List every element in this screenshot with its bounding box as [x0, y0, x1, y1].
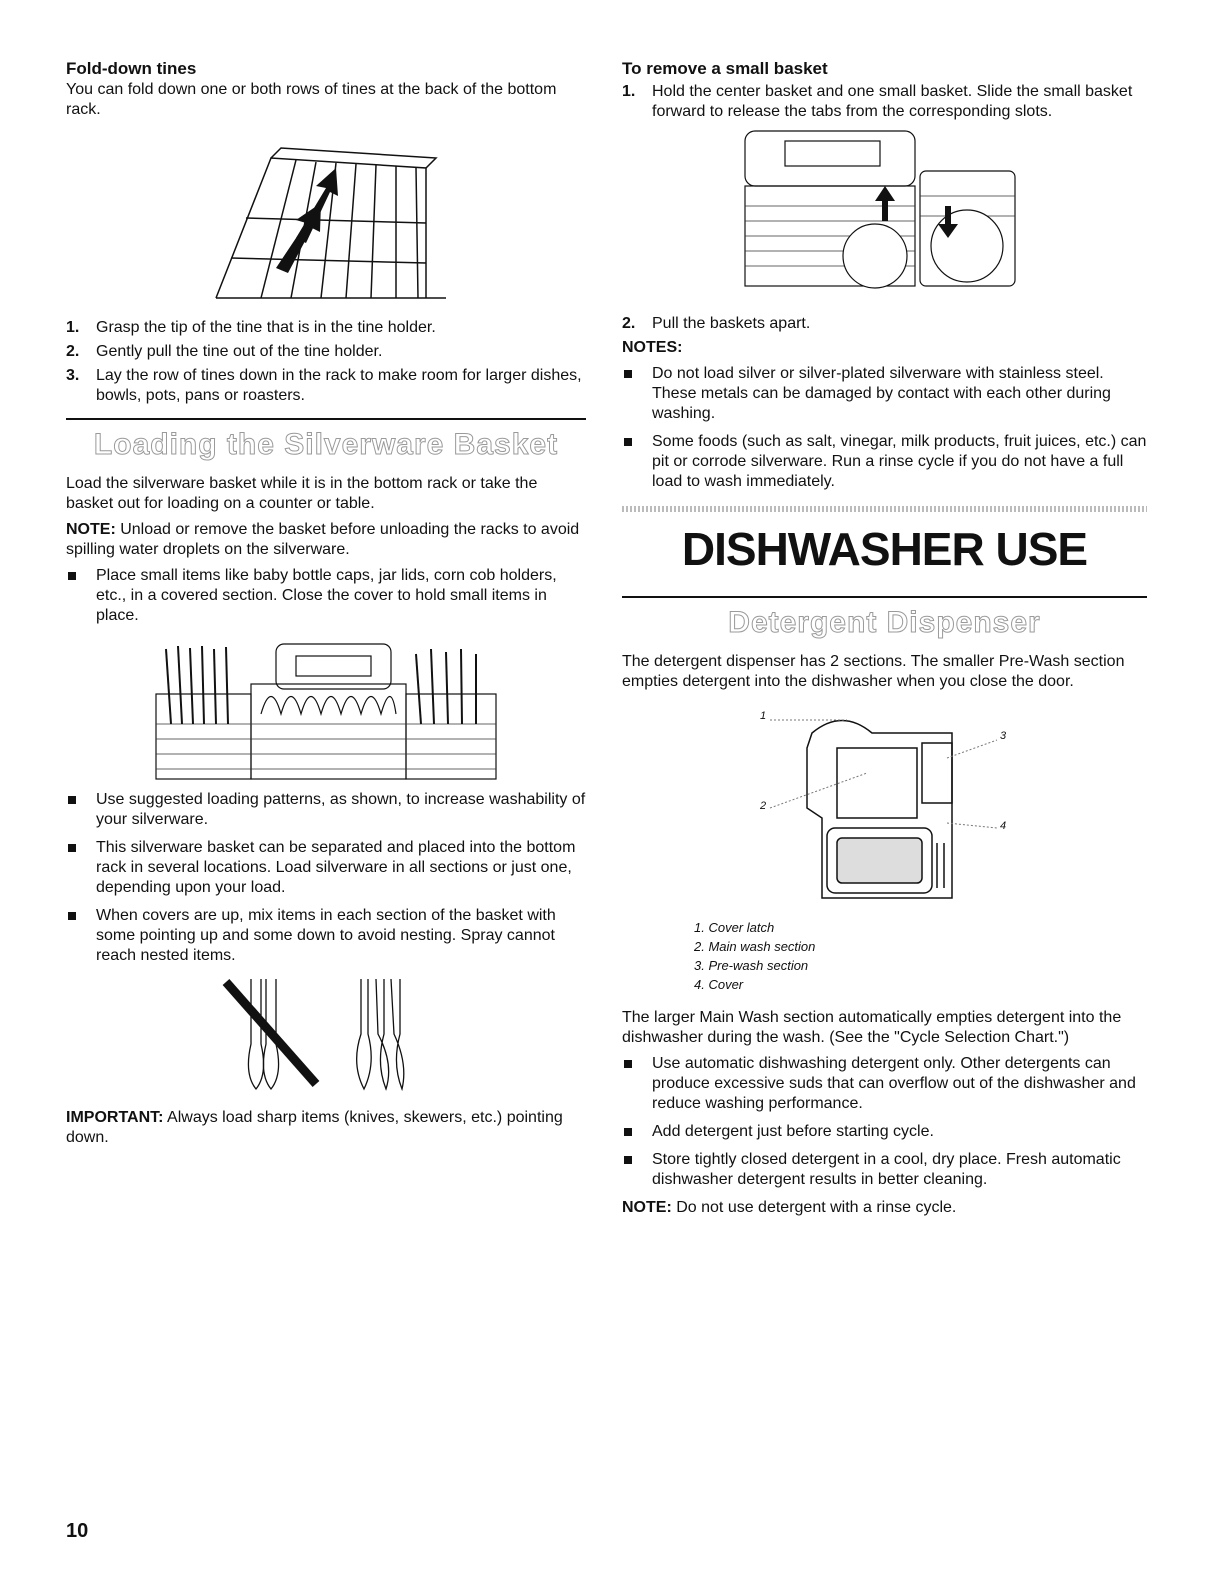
legend-item: 4. Cover [694, 977, 744, 992]
bullet-store-detergent: Store tightly closed detergent in a cool, dry place. Fresh automatic dishwasher detergent results in better cleaning. [622, 1150, 1147, 1190]
notes-label: NOTES: [622, 339, 683, 356]
remove-step-2: 2. Pull the baskets apart. [622, 315, 811, 332]
right-column [622, 58, 1147, 1218]
nesting-illustration [216, 974, 436, 1094]
main-wash-text: The larger Main Wash section automatically empties detergent into the dishwasher during the wash. (See the "Cycle Selection Chart.") [622, 1009, 1122, 1046]
bullet-avoid-nesting: When covers are up, mix items in each section of the basket with some pointing up and some down to avoid nesting. Spray cannot reach nested items. [66, 906, 586, 966]
left-column [66, 58, 586, 1148]
legend-item: 3. Pre-wash section [694, 958, 809, 973]
section-divider [622, 596, 1147, 598]
fold-step-3: 3. Lay the row of tines down in the rack to make room for larger dishes, bowls, pots, pans or roasters. [66, 367, 582, 404]
dispenser-legend [694, 918, 1147, 994]
bullet-add-detergent: Add detergent just before starting cycle. [622, 1122, 1147, 1142]
note-foods-corrode: Some foods (such as salt, vinegar, milk products, fruit juices, etc.) can pit or corrode silverware. Run a rinse cycle if you do not have a full load to wash immediately. [622, 432, 1147, 492]
silverware-basket-illustration [146, 634, 506, 784]
silverware-intro: Load the silverware basket while it is in the bottom rack or take the basket out for loading on a counter or table. [66, 475, 538, 512]
fold-step-2: 2. Gently pull the tine out of the tine holder. [66, 343, 383, 360]
bullet-automatic-detergent: Use automatic dishwashing detergent only. Other detergents can produce excessive suds that can overflow out of the dishwasher and reduce washing performance. [622, 1054, 1147, 1114]
prohibited-slash-icon [226, 982, 316, 1084]
remove-basket-heading: To remove a small basket [622, 59, 828, 78]
tines-rack-illustration [176, 128, 476, 308]
dotted-divider [622, 506, 1147, 512]
detergent-note: NOTE: Do not use detergent with a rinse cycle. [622, 1199, 957, 1216]
callout-1: 1 [760, 710, 767, 722]
dishwasher-use-title: DISHWASHER USE [681, 523, 1088, 575]
note-silver-stainless: Do not load silver or silver-plated silverware with stainless steel. These metals can be damaged by contact with each other during washing. [622, 364, 1147, 424]
important-note: IMPORTANT: Always load sharp items (knives, skewers, etc.) pointing down. [66, 1109, 563, 1146]
bullet-small-items: Place small items like baby bottle caps, jar lids, corn cob holders, etc., in a covered section. Close the cover to hold small items in place. [66, 566, 586, 626]
callout-2: 2 [760, 800, 767, 812]
remove-basket-illustration [735, 126, 1035, 306]
up-arrow-icon [875, 186, 895, 221]
silverware-basket-heading: Loading the Silverware Basket [93, 428, 559, 461]
bullet-separate-basket: This silverware basket can be separated and placed into the bottom rack in several locations. Load silverware in all sections or just one, depending upon your load. [66, 838, 586, 898]
bullet-loading-patterns: Use suggested loading patterns, as shown, to increase washability of your silverware. [66, 790, 586, 830]
section-divider [66, 418, 586, 420]
legend-item: 2. Main wash section [694, 939, 816, 954]
callout-3: 3 [1000, 730, 1007, 742]
page-number: 10 [66, 1520, 89, 1542]
silverware-note: NOTE: Unload or remove the basket before unloading the racks to avoid spilling water droplets on the silverware. [66, 521, 580, 558]
dispenser-diagram [622, 698, 1147, 918]
detergent-dispenser-heading: Detergent Dispenser [728, 606, 1041, 639]
fold-down-intro: You can fold down one or both rows of tines at the back of the bottom rack. [66, 81, 557, 118]
fold-down-tines-heading: Fold-down tines [66, 59, 197, 78]
legend-item: 1. Cover latch [694, 920, 775, 935]
remove-step-1: 1. Hold the center basket and one small basket. Slide the small basket forward to release the tabs from the corresponding slots. [622, 83, 1133, 120]
detergent-intro: The detergent dispenser has 2 sections. The smaller Pre-Wash section empties detergent into the dishwasher when you close the door. [622, 653, 1125, 690]
fold-step-1: 1. Grasp the tip of the tine that is in the tine holder. [66, 319, 436, 336]
callout-4: 4 [1000, 820, 1007, 832]
